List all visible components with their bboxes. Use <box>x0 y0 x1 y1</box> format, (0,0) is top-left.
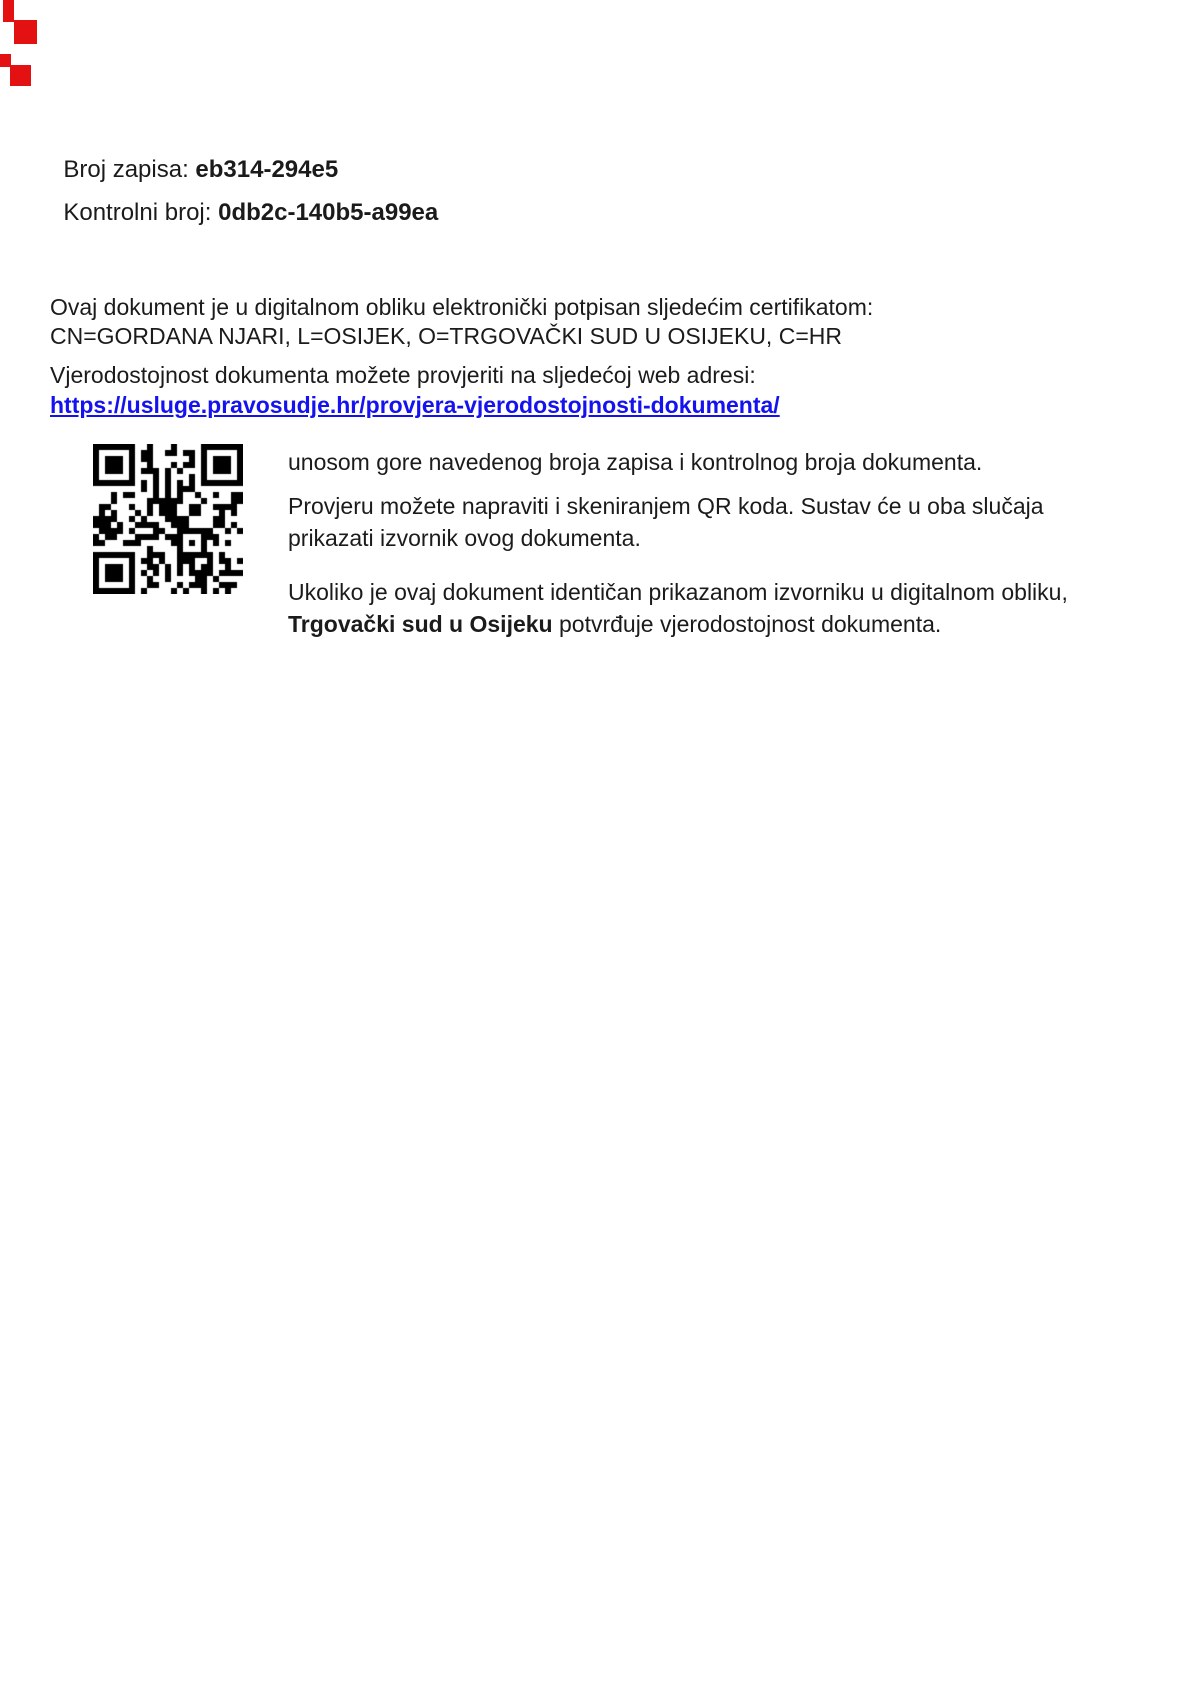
control-number-row <box>50 171 438 227</box>
entry-instruction-line: unosom gore navedenog broja zapisa i kontrolnog broja dokumenta. <box>288 449 983 475</box>
qr-instruction-line-2: prikazati izvornik ovog dokumenta. <box>288 524 641 551</box>
confirmation-rest: potvrđuje vjerodostojnost dokumenta. <box>552 610 942 637</box>
control-number-value: 0db2c-140b5-a99ea <box>218 199 439 226</box>
verification-paragraph <box>50 360 950 420</box>
qr-code-container <box>93 444 243 594</box>
verification-link[interactable]: https://usluge.pravosudje.hr/provjera-vjerodostojnosti-dokumenta/ <box>50 392 780 418</box>
verification-intro-line: Vjerodostojnost dokumenta možete provjeriti na sljedećoj web adresi: <box>50 362 756 388</box>
entry-instruction-paragraph <box>288 447 1078 479</box>
red-pixel-block <box>3 0 14 22</box>
corner-red-artifact <box>0 0 60 100</box>
qr-code <box>93 444 243 594</box>
red-pixel-block <box>14 20 37 44</box>
qr-instruction-line-1: Provjeru možete napraviti i skeniranjem QR koda. Sustav će u oba slučaja <box>288 493 1044 519</box>
control-number-label: Kontrolni broj: <box>63 199 219 226</box>
record-number-value: eb314-294e5 <box>195 156 339 183</box>
certificate-paragraph <box>50 293 950 351</box>
red-pixel-block <box>10 65 31 86</box>
confirmation-line-2 <box>288 611 941 637</box>
certificate-intro-line: Ovaj dokument je u digitalnom obliku elektronički potpisan sljedećim certifikatom: <box>50 294 874 320</box>
certificate-subject-line: CN=GORDANA NJARI, L=OSIJEK, O=TRGOVAČKI SUD U OSIJEKU, C=HR <box>50 323 842 349</box>
qr-instruction-paragraph <box>288 491 1078 554</box>
confirmation-line-1: Ukoliko je ovaj dokument identičan prikazanom izvorniku u digitalnom obliku, <box>288 579 1068 605</box>
court-name-bold: Trgovački sud u Osijeku <box>288 610 553 637</box>
record-number-label: Broj zapisa: <box>63 156 196 183</box>
confirmation-paragraph <box>288 577 1078 640</box>
